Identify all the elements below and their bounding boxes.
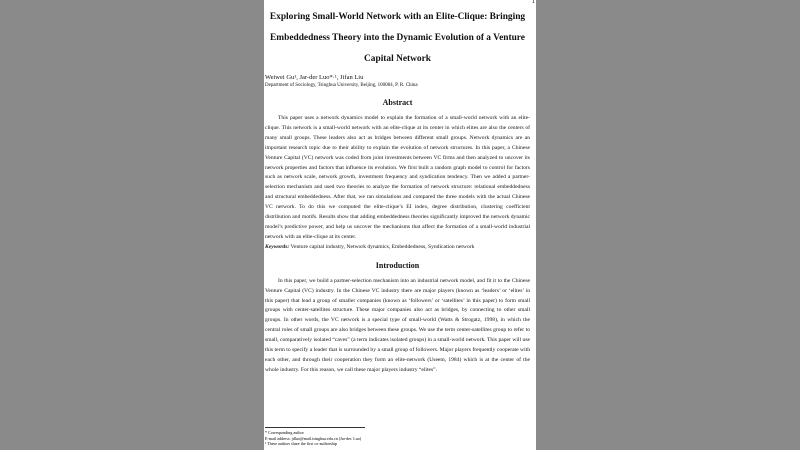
introduction-text: In this paper, we build a partner-selection mechanism into an industrial network model, and fit it to the Chinese Venture Capital (VC) industry. In the Chinese VC industry there are major players (known as ‘leaders’ or ‘elites’ in this paper) that lead a group of smaller companies (known as ‘followers’ or ‘satellites’ in this paper) to form small groups with center-satellites structure. These major companies also act as bridges, by connecting to other small groups. In other words, the VC network is a special type of small-world (Watts & Strogatz, 1998), in which the central roles of small groups are also bridges between these groups. We use the term center-satellites group to refer to small, comparatively isolated “caves” (a term indicates isolated groups) in a small-world network. This paper will use this term to specify a leader that is surrounded by a small group of followers. Major players frequently cooperate with each other, and through their cooperation they form an elite-network (Useem, 1984) which is at the center of the whole industry. For this reason, we call these major players industry “elites”. — [265, 277, 530, 373]
abstract-text: This paper uses a network dynamics model to explain the formation of a small-world network with an elite-clique. This network is a small-world network with an elite-clique at its center in which elites are also the centers of many small groups. These leaders also act as bridges between different small groups. Network dynamics are an important research topic due to their ability to explain the evolution of network structures. In this paper, a Chinese Venture Capital (VC) network was coded from joint investments between VC firms and then analyzed to uncover its network properties and factors that influence its evolution. We first built a random graph model to control for factors such as network scale, network growth, investment frequency and syndication tendency. Then we added a partner-selection mechanism and used two theories to analyze the formation of network structure: relational embeddedness and structural embeddedness. After that, we ran simulations and compared the three models with the actual Chinese VC network. To do this we computed the elite-clique’s EI index, degree distribution, clustering coefficient distribution and motifs. Results show that adding embeddedness theories significantly improved the network dynamic model’s predictive power, and help us uncover the mechanisms that affect the formation of a small-world industrial network with an elite-clique at its center. — [265, 115, 530, 240]
title-line: Capital Network — [364, 54, 431, 64]
authors: Weiwei Gu¹, Jar-der Luo*·¹, Jifan Liu — [265, 74, 364, 81]
page-number: 1 — [531, 0, 535, 5]
keywords-text: Venture capital industry, Network dynamics, Embeddedness, Syndication network — [289, 243, 475, 250]
introduction-heading: Introduction — [375, 260, 420, 270]
footnotes — [265, 427, 365, 447]
footnote-item: ¹ These authors share the first co-authorship — [265, 441, 337, 447]
keywords — [265, 243, 530, 253]
footnote-item: * Corresponding author — [265, 430, 304, 435]
keywords-label: Keywords: — [265, 243, 290, 250]
footnote-item: E-mail address: jdluo@mail.tsinghua.edu.cn (Jar-der. Luo) — [265, 435, 362, 441]
page-content — [265, 7, 530, 376]
affiliation: Department of Sociology, Tsinghua University, Beijing, 100084, P. R. China — [265, 83, 418, 88]
title-line: Embeddedness Theory into the Dynamic Evolution of a Venture — [270, 33, 525, 43]
abstract-heading: Abstract — [382, 98, 413, 107]
title-line: Exploring Small-World Network with an Elite-Clique: Bringing — [269, 12, 526, 22]
paper-page — [264, 0, 536, 450]
paper-title — [265, 7, 530, 70]
